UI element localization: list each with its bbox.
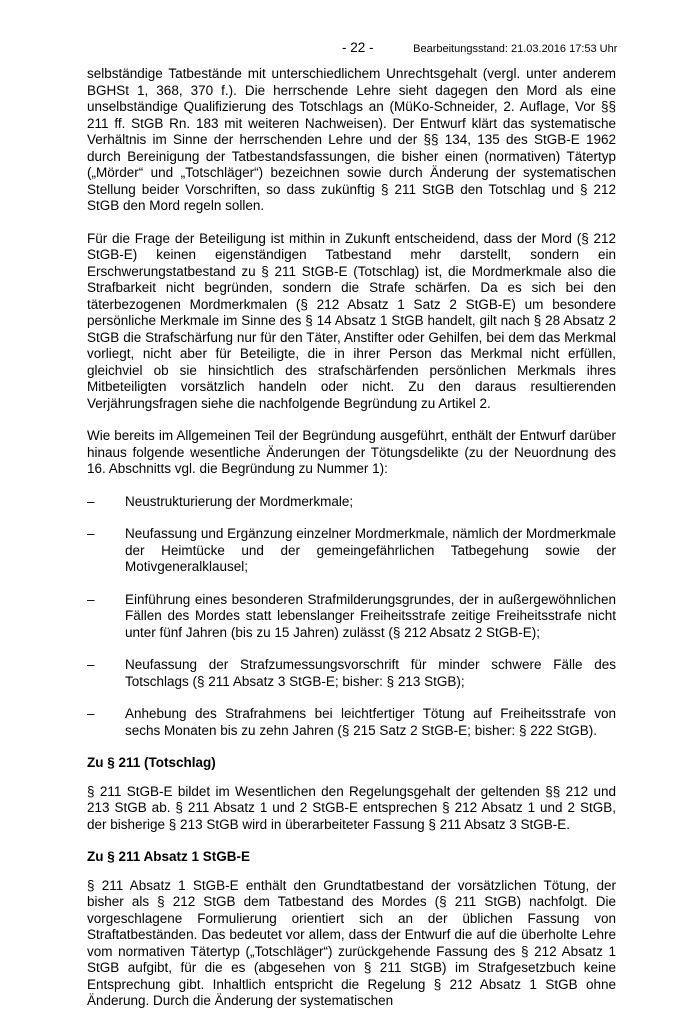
dash-bullet: –	[87, 591, 95, 607]
list-item-text: Neustrukturierung der Mordmerkmale;	[125, 493, 354, 509]
list-item-text: Neufassung und Ergänzung einzelner Mordmerkmale, nämlich der Mordmerkmale der Heimtücke und der gemeingefährlichen Tatbegehung sowie der Motivgeneralklausel;	[125, 526, 616, 574]
page-header	[342, 40, 672, 57]
list-item-text: Einführung eines besonderen Strafmilderungsgrundes, der in außergewöhnlichen Fällen des Mordes statt lebenslanger Freiheitsstrafe zeitige Freiheitsstrafe nicht unter fünf Jahren (bis zu 15 Jahren) zulässt (§ 212 Absatz 2 StGB-E);	[125, 591, 616, 640]
list-item	[87, 657, 616, 690]
list-item	[87, 706, 616, 739]
section-heading-totschlag: Zu § 211 (Totschlag)	[87, 755, 216, 770]
dash-bullet: –	[87, 493, 95, 509]
paragraph-intro: selbständige Tatbestände mit unterschiedlichem Unrechtsgehalt (vergl. unter anderem BGHSt 1, 368, 370 f.). Die herrschende Lehre sieht dagegen den Mord als eine unselbständige Qualifizierung des Totschlags an (MüKo-Schneider, 2. Auflage, Vor §§ 211 ff. StGB Rn. 183 mit weiteren Nachweisen). Der Entwurf klärt das systematische Verhältnis im Sinne der herrschenden Lehre und der §§ 134, 135 des StGB-E 1962 durch Bereinigung der Tatbestandsfassungen, die bisher einen (normativen) Tätertyp („Mörder“ und „Totschläger“) bezeichnen sowie durch Änderung der systematischen Stellung beider Vorschriften, so dass zukünftig § 211 StGB den Totschlag und § 212 StGB den Mord regeln sollen.	[87, 66, 616, 213]
paragraph-participation: Für die Frage der Beteiligung ist mithin in Zukunft entscheidend, dass der Mord (§ 212 StGB-E) keinen eigenständigen Tatbestand mehr darstellt, sondern ein Erschwerungstatbestand zu § 211 StGB-E (Totschlag) ist, die Mordmerkmale also die Strafbarkeit nicht begründen, sondern die Strafe schärfen. Da es sich bei den täterbezogenen Mordmerkmalen (§ 212 Absatz 1 Satz 2 StGB-E) um besondere persönliche Merkmale im Sinne des § 14 Absatz 1 StGB handelt, gilt nach § 28 Absatz 2 StGB die Strafschärfung nur für den Täter, Anstifter oder Gehilfen, bei dem das Merkmal vorliegt, nicht aber für Beteiligte, die in ihrer Person das Merkmal nicht erfüllen, gleichviel ob sie hinsichtlich des strafschärfenden persönlichen Merkmals ihres Mitbeteiligten vorsätzlich handeln oder nicht. Zu den daraus resultierenden Verjährungsfragen siehe die nachfolgende Begründung zu Artikel 2.	[87, 230, 616, 411]
list-item	[87, 526, 616, 576]
list-item	[87, 494, 616, 511]
dash-bullet: –	[87, 706, 95, 721]
changes-list	[87, 494, 616, 740]
section-text-absatz-1: § 211 Absatz 1 StGB-E enthält den Grundtatbestand der vorsätzlichen Tötung, der bisher als § 212 StGB dem Tatbestand des Mordes (§ 211 StGB) nachfolgt. Die vorgeschlagene Formulierung orientiert sich an der üblichen Fassung von Straftatbeständen. Das bedeutet vor allem, dass der Entwurf die auf die überholte Lehre vom normativen Tätertyp („Totschläger“) zurückgehende Fassung des § 212 Absatz 1 StGB aufgibt, für die es (abgesehen von § 211 StGB) im Strafgesetzbuch keine Entsprechung gibt. Inhaltlich entspricht die Regelung § 212 Absatz 1 StGB ohne Änderung. Durch die Änderung der systematischen	[87, 877, 616, 1008]
list-item-text: Neufassung der Strafzumessungsvorschrift für minder schwere Fälle des Totschlags (§ 211 Absatz 3 StGB-E; bisher: § 213 StGB);	[125, 657, 616, 689]
paragraph-changes-overview: Wie bereits im Allgemeinen Teil der Begründung ausgeführt, enthält der Entwurf darüber hinaus folgende wesentliche Änderungen der Tötungsdelikte (zu der Neuordnung des 16. Abschnitts vgl. die Begründung zu Nummer 1):	[87, 428, 616, 476]
dash-bullet: –	[87, 657, 95, 672]
section-heading-absatz-1: Zu § 211 Absatz 1 StGB-E	[87, 849, 251, 864]
list-item-text: Anhebung des Strafrahmens bei leichtfertiger Tötung auf Freiheitsstrafe von sechs Monaten bis zu zehn Jahren (§ 215 Satz 2 StGB-E; bisher: § 222 StGB).	[125, 706, 616, 738]
document-body	[87, 66, 616, 1026]
section-text-totschlag: § 211 StGB-E bildet im Wesentlichen den Regelungsgehalt der geltenden §§ 212 und 213 StGB ab. § 211 Absatz 1 und 2 StGB-E entsprechen § 212 Absatz 1 und 2 StGB, der bisherige § 213 StGB wird in überarbeiteter Fassung § 211 Absatz 3 StGB-E.	[87, 783, 616, 832]
page-number: - 22 -	[342, 40, 374, 55]
dash-bullet: –	[87, 526, 95, 541]
edit-status: Bearbeitungsstand: 21.03.2016 17:53 Uhr	[413, 43, 618, 55]
list-item	[87, 592, 616, 642]
